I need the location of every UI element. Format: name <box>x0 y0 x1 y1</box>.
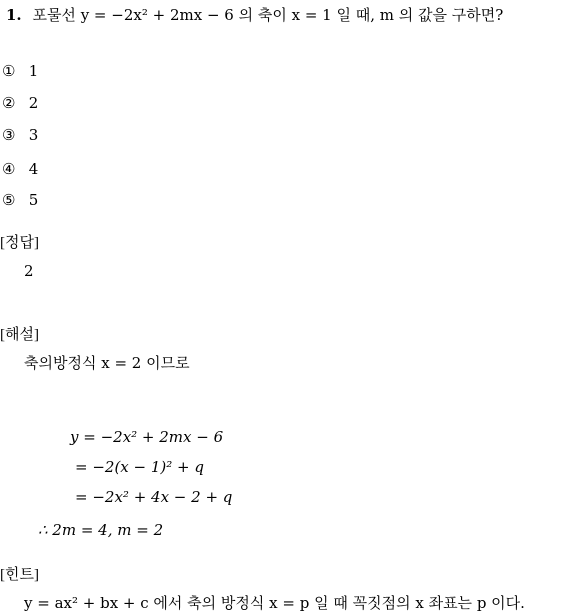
hint-text: y = ax² + bx + c 에서 축의 방정식 x = p 일 때 꼭짓점의 x 좌표는 p 이다. <box>24 594 525 612</box>
option-marker: ② <box>2 94 16 112</box>
problem-statement <box>6 8 503 23</box>
option-value: 2 <box>28 94 39 112</box>
option-marker: ① <box>2 62 16 80</box>
solution-line: = −2(x − 1)² + q <box>75 458 204 476</box>
option-1[interactable] <box>2 64 38 79</box>
solution-line: = −2x² + 4x − 2 + q <box>75 488 233 506</box>
answer-label: [정답] <box>0 235 39 251</box>
option-value: 3 <box>28 126 39 144</box>
option-marker: ④ <box>2 160 16 178</box>
option-marker: ⑤ <box>2 191 16 209</box>
option-4[interactable] <box>2 162 38 177</box>
solution-conclusion: ∴ 2m = 4, m = 2 <box>38 521 164 539</box>
solution-line: y = −2x² + 2mx − 6 <box>70 428 224 446</box>
answer-value: 2 <box>24 262 34 280</box>
option-value: 1 <box>28 62 39 80</box>
solution-label: [해설] <box>0 327 39 343</box>
option-5[interactable] <box>2 193 38 208</box>
option-marker: ③ <box>2 126 16 144</box>
problem-number: 1. <box>6 6 22 24</box>
option-value: 4 <box>28 160 39 178</box>
hint-label: [힌트] <box>0 567 39 583</box>
option-value: 5 <box>28 191 39 209</box>
solution-intro: 축의방정식 x = 2 이므로 <box>24 354 190 372</box>
option-2[interactable] <box>2 96 38 111</box>
problem-text: 포물선 y = −2x² + 2mx − 6 의 축이 x = 1 일 때, m 의 값을 구하면? <box>32 6 504 24</box>
option-3[interactable] <box>2 128 38 143</box>
